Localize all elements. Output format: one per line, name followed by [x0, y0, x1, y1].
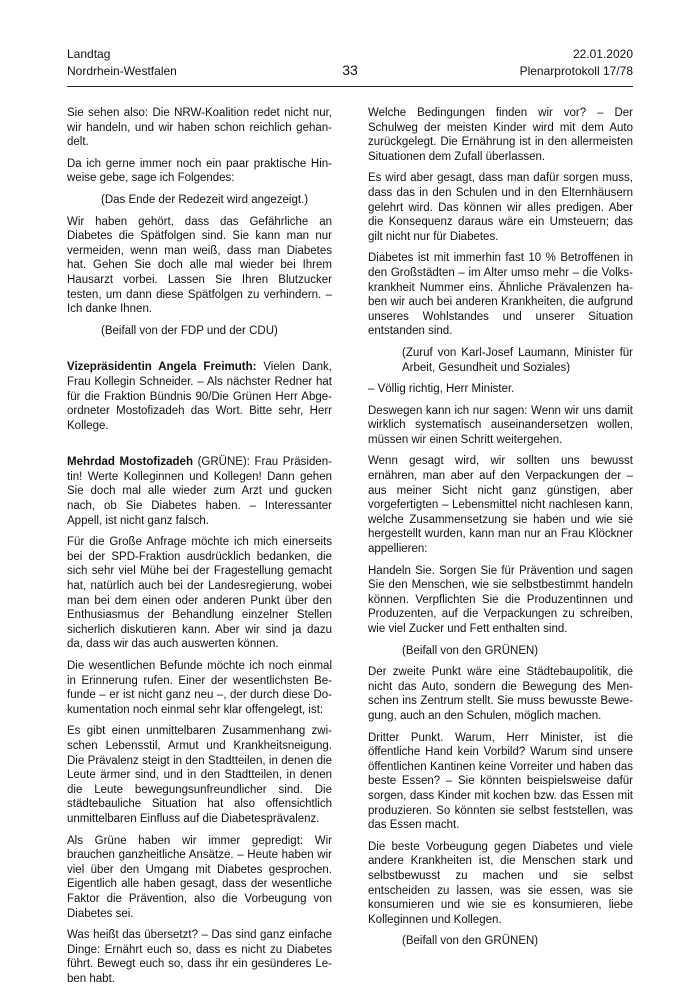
page-number: 33 — [342, 62, 358, 78]
applause-note: (Beifall von den GRÜNEN) — [402, 935, 539, 948]
speaker-paragraph — [67, 455, 332, 528]
paragraph: Die beste Vorbeugung gegen Diabetes und viele andere Krankheiten ist, die Menschen stark und selbstbewusst zu machen und sie selbst entscheiden zu lassen, was sie essen, was sie konsumieren und wie sie es konsumieren, liebe Kolleginnen und Kollegen. — [368, 840, 633, 926]
applause-note: (Beifall von den GRÜNEN) — [402, 644, 539, 657]
header-divider — [67, 86, 633, 87]
protocol-number: Plenarprotokoll 17/78 — [519, 63, 633, 78]
paragraph: Handeln Sie. Sorgen Sie für Prävention und sagen Sie den Menschen, wie sie selbstbestimmt handeln können. Verpflichten Sie die Produzentinnen und Produzenten, auf die Verpackungen zu schreiben, wie viel Zucker und Fett enthalten sind. — [368, 564, 633, 635]
paragraph: Als Grüne haben wir immer gepredigt: Wir brauchen ganzheitliche Ansätze. – Heute haben wir viel über den Umgang mit Diabetes gesprochen. Eigentlich alle haben gesagt, dass der wesentliche Faktor die Prävention, also die Vorbeugung von Diabetes sei. — [67, 834, 332, 920]
paragraph: Welche Bedingungen finden wir vor? – Der Schulweg der meisten Kinder wird mit dem Auto zurückgelegt. Die Ernährung ist in den allermeisten Situationen dem Zufall überlassen. — [368, 107, 633, 163]
parliament-name: Landtag — [67, 47, 111, 61]
paragraph: Sie sehen also: Die NRW-Koalition redet nicht nur, wir handeln, und wir haben schon reichlich gehandelt. — [67, 107, 332, 149]
paragraph: Dritter Punkt. Warum, Herr Minister, ist die öffentliche Hand kein Vorbild? Warum sind unsere öffentlichen Kantinen keine Vorreiter und haben das beste Essen? – Sie könnten beispielsweise dafür sorgen, dass Kinder mit kochen bzw. das Essen mit produzieren. So könnten sie selbst feststellen, was das Essen macht. — [368, 731, 633, 832]
paragraph: Deswegen kann ich nur sagen: Wenn wir uns damit wirklich systematisch auseinandersetzen wollen, müssen wir einen Schritt weitergehen. — [368, 404, 633, 446]
paragraph: Es gibt einen unmittelbaren Zusammenhang zwischen Lebensstil, Armut und Krankheitsneigung. Die Prävalenz steigt in den Stadtteilen, in denen die Leute ärmer sind, und in den Stadtteilen, in denen die Leute bewegungsunfreundlicher sind. Die städtebauliche Situation hat also offensichtlich unmittelbaren Einfluss auf die Diabetesprävalenz. — [67, 725, 332, 825]
paragraph: Was heißt das übersetzt? – Das sind ganz einfache Dinge: Ernährt euch so, dass es nicht zu Diabetes führt. Bewegt euch so, dass ihr ein gesünderes Leben habt. — [67, 929, 332, 985]
paragraph: Es wird aber gesagt, dass man dafür sorgen muss, dass das in den Schulen und in den Elternhäusern gelehrt wird. Das können wir alles predigen. Aber die Konsequenz daraus wäre ein Umsteuern; das gilt nicht nur für Diabetes. — [368, 172, 633, 243]
state-name: Nordrhein-Westfalen — [67, 63, 177, 78]
paragraph: – Völlig richtig, Herr Minister. — [368, 383, 515, 396]
paragraph: Die wesentlichen Befunde möchte ich noch einmal in Erinnerung rufen. Einer der wesentlichsten Befunde – er ist nicht ganz neu –, der durch diese Dokumentation noch einmal sehr klar offengelegt, ist: — [67, 660, 332, 716]
speaker-paragraph — [67, 360, 332, 433]
page-header — [67, 46, 633, 84]
paragraph: Wenn gesagt wird, wir sollten uns bewusst ernähren, man aber auf den Verpackungen der – aus meiner Sicht nicht ganz günstigen, aber vorgefertigten – Lebensmittel nicht nachlesen kann, welche Zusammensetzung sie haben und wie sie hergestellt wurden, kann man nur an Frau Klöckner appellieren: — [368, 455, 633, 556]
applause-note: (Beifall von der FDP und der CDU) — [101, 324, 278, 337]
speaker-name: Vizepräsidentin Angela Freimuth: — [67, 361, 257, 374]
speech-text: (GRÜNE): Frau Präsidentin! Werte Kolleginnen und Kollegen! Dann gehen Sie doch mal alle wieder zum Arzt und gucken nach, ob Sie Diabetes haben. – Interessanter Appell, ist nicht ganz falsch. — [67, 456, 332, 527]
speaker-name: Mehrdad Mostofizadeh — [67, 456, 193, 469]
interjection-note: (Zuruf von Karl-Josef Laumann, Minister für Arbeit, Gesundheit und Soziales) — [402, 346, 633, 374]
stage-direction: (Das Ende der Redezeit wird angezeigt.) — [101, 193, 309, 206]
paragraph: Für die Große Anfrage möchte ich mich einerseits bei der SPD-Fraktion ausdrücklich bedanken, die sich sehr viel Mühe bei der Fragestellung gemacht hat, natürlich auch bei der Landesregierung, wobei man bei dem einen oder anderen Punkt über den Enthusiasmus der Behandlung einzelner Stellen sicherlich diskutieren kann. Aber wir sind ja dazu da, dass wir das auch auswerten können. — [67, 536, 332, 651]
paragraph: Diabetes ist mit immerhin fast 10 % Betroffenen in den Großstädten – im Alter umso mehr – die Volkskrankheit Nummer eins. Ähnliche Prävalenzen haben wir auch bei anderen Krankheiten, die aufgrund unseres Wohlstandes und unserer Situation entstanden sind. — [368, 252, 633, 338]
speech-text: Vielen Dank, Frau Kollegin Schneider. – Als nächster Redner hat für die Fraktion Bündnis 90/Die Grünen Herr Abgeordneter Mostofizadeh das Wort. Bitte sehr, Herr Kollege. — [67, 361, 332, 432]
header-right — [520, 46, 633, 79]
paragraph: Da ich gerne immer noch ein paar praktische Hinweise gebe, sage ich Folgendes: — [67, 157, 332, 185]
session-date: 22.01.2020 — [572, 47, 633, 61]
left-column — [67, 106, 332, 993]
right-column — [368, 106, 633, 956]
paragraph: Wir haben gehört, dass das Gefährliche an Diabetes die Spätfolgen sind. Sie kann man nur vermeiden, wenn man weiß, dass man Diabetes hat. Gehen Sie doch alle mal wieder bei Ihrem Hausarzt vorbei. Lassen Sie Ihren Blutzucker testen, um dann diese Spätfolgen zu verhindern. – Ich danke Ihnen. — [67, 215, 332, 316]
paragraph: Der zweite Punkt wäre eine Städtebaupolitik, die nicht das Auto, sondern die Bewegung des Menschen ins Zentrum stellt. Sie muss bewusste Bewegung, auch an den Schulen, möglich machen. — [368, 666, 633, 722]
